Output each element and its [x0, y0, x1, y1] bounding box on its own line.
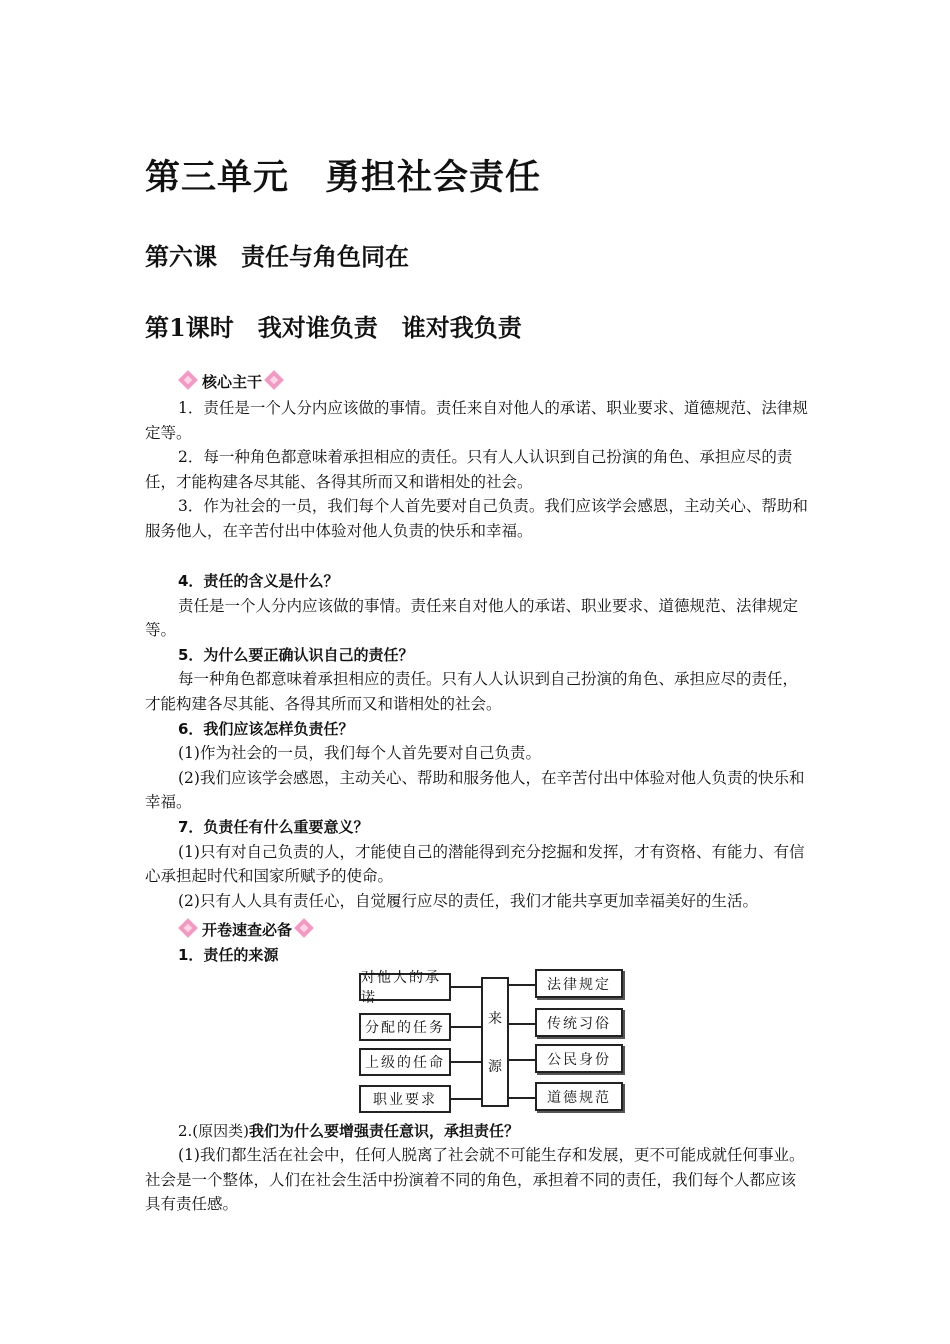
section-label: 核心主干 [202, 372, 263, 391]
unit-title: 第三单元 勇担社会责任 [145, 157, 542, 198]
item1-title: 1．责任的来源 [178, 946, 279, 964]
paragraph: 2．每一种角色都意味着承担相应的责任。只有人人认识到自己扮演的角色、承担应尽的责任，才能构建各尽其能、各得其所而又和谐相处的社会。 [145, 448, 793, 491]
paragraph: 3．作为社会的一员，我们每个人首先要对自己负责。我们应该学会感恩，主动关心、帮助和服务他人，在辛苦付出中体验对他人负责的快乐和幸福。 [145, 497, 808, 540]
answer: (1)作为社会的一员，我们每个人首先要对自己负责。 [178, 744, 541, 763]
item2-question: 我们为什么要增强责任意识，承担责任？ [249, 1122, 520, 1140]
connector-line [509, 1097, 535, 1099]
section-tag-quick [178, 918, 316, 940]
section-tag-core [178, 370, 286, 392]
diagram-right-box: 传统习俗 [535, 1008, 623, 1037]
answer: (2)只有人人具有责任心，自觉履行应尽的责任，我们才能共享更加幸福美好的生活。 [178, 891, 758, 910]
answer: 每一种角色都意味着承担相应的责任。只有人人认识到自己扮演的角色、承担应尽的责任，才能构建各尽其能、各得其所而又和谐相处的社会。 [145, 670, 799, 713]
diamond-icon [178, 920, 200, 938]
lesson-title: 第六课 责任与角色同在 [145, 242, 409, 271]
connector-line [509, 1059, 535, 1061]
diamond-icon [178, 372, 200, 390]
diagram-right-box: 法律规定 [535, 969, 623, 998]
connector-line [451, 986, 481, 988]
center-char: 来 [488, 1011, 502, 1027]
answer: (2)我们应该学会感恩，主动关心、帮助和服务他人，在辛苦付出中体验对他人负责的快乐和幸福。 [145, 768, 805, 812]
core-paragraphs [145, 396, 810, 544]
diagram-left-box: 分配的任务 [359, 1013, 451, 1041]
diagram-left-box: 对他人的承诺 [359, 973, 451, 1001]
item2-question-line [178, 1120, 519, 1141]
diagram-center-box [481, 977, 509, 1107]
answer: (1)我们都生活在社会中，任何人脱离了社会就不可能生存和发展，更不可能成就任何事业。社会是一个整体，人们在社会生活中扮演着不同的角色，承担着不同的责任，我们每个人都应该具有责任感。 [145, 1146, 805, 1214]
item2-answer-block [145, 1143, 810, 1217]
center-char: 源 [488, 1059, 502, 1075]
qa-block [145, 569, 810, 913]
connector-line [509, 984, 535, 986]
responsibility-source-diagram [355, 963, 635, 1115]
item2-prefix: 2.(原因类) [178, 1122, 250, 1140]
question: 6．我们应该怎样负责任？ [178, 719, 354, 738]
answer: (1)只有对自己负责的人，才能使自己的潜能得到充分挖掘和发挥，才有资格、有能力、有信心承担起时代和国家所赋予的使命。 [145, 842, 805, 886]
section-label: 开卷速查必备 [202, 920, 293, 939]
connector-line [509, 1023, 535, 1025]
connector-line [451, 1026, 481, 1028]
question: 5．为什么要正确认识自己的责任？ [178, 645, 414, 664]
diagram-right-box: 公民身份 [535, 1044, 623, 1073]
answer: 责任是一个人分内应该做的事情。责任来自对他人的承诺、职业要求、道德规范、法律规定等。 [145, 596, 799, 640]
question: 4．责任的含义是什么？ [178, 572, 339, 590]
question: 7．负责任有什么重要意义？ [178, 817, 369, 836]
diagram-left-box: 上级的任命 [359, 1048, 451, 1076]
connector-line [451, 1098, 481, 1100]
diamond-icon [294, 920, 316, 938]
diamond-icon [264, 372, 286, 390]
paragraph: 1．责任是一个人分内应该做的事情。责任来自对他人的承诺、职业要求、道德规范、法律规定等。 [145, 399, 808, 442]
connector-line [451, 1061, 481, 1063]
diagram-left-box: 职业要求 [359, 1085, 451, 1113]
diagram-right-box: 道德规范 [535, 1082, 623, 1111]
period-title: 第1课时 我对谁负责 谁对我负责 [145, 313, 522, 342]
